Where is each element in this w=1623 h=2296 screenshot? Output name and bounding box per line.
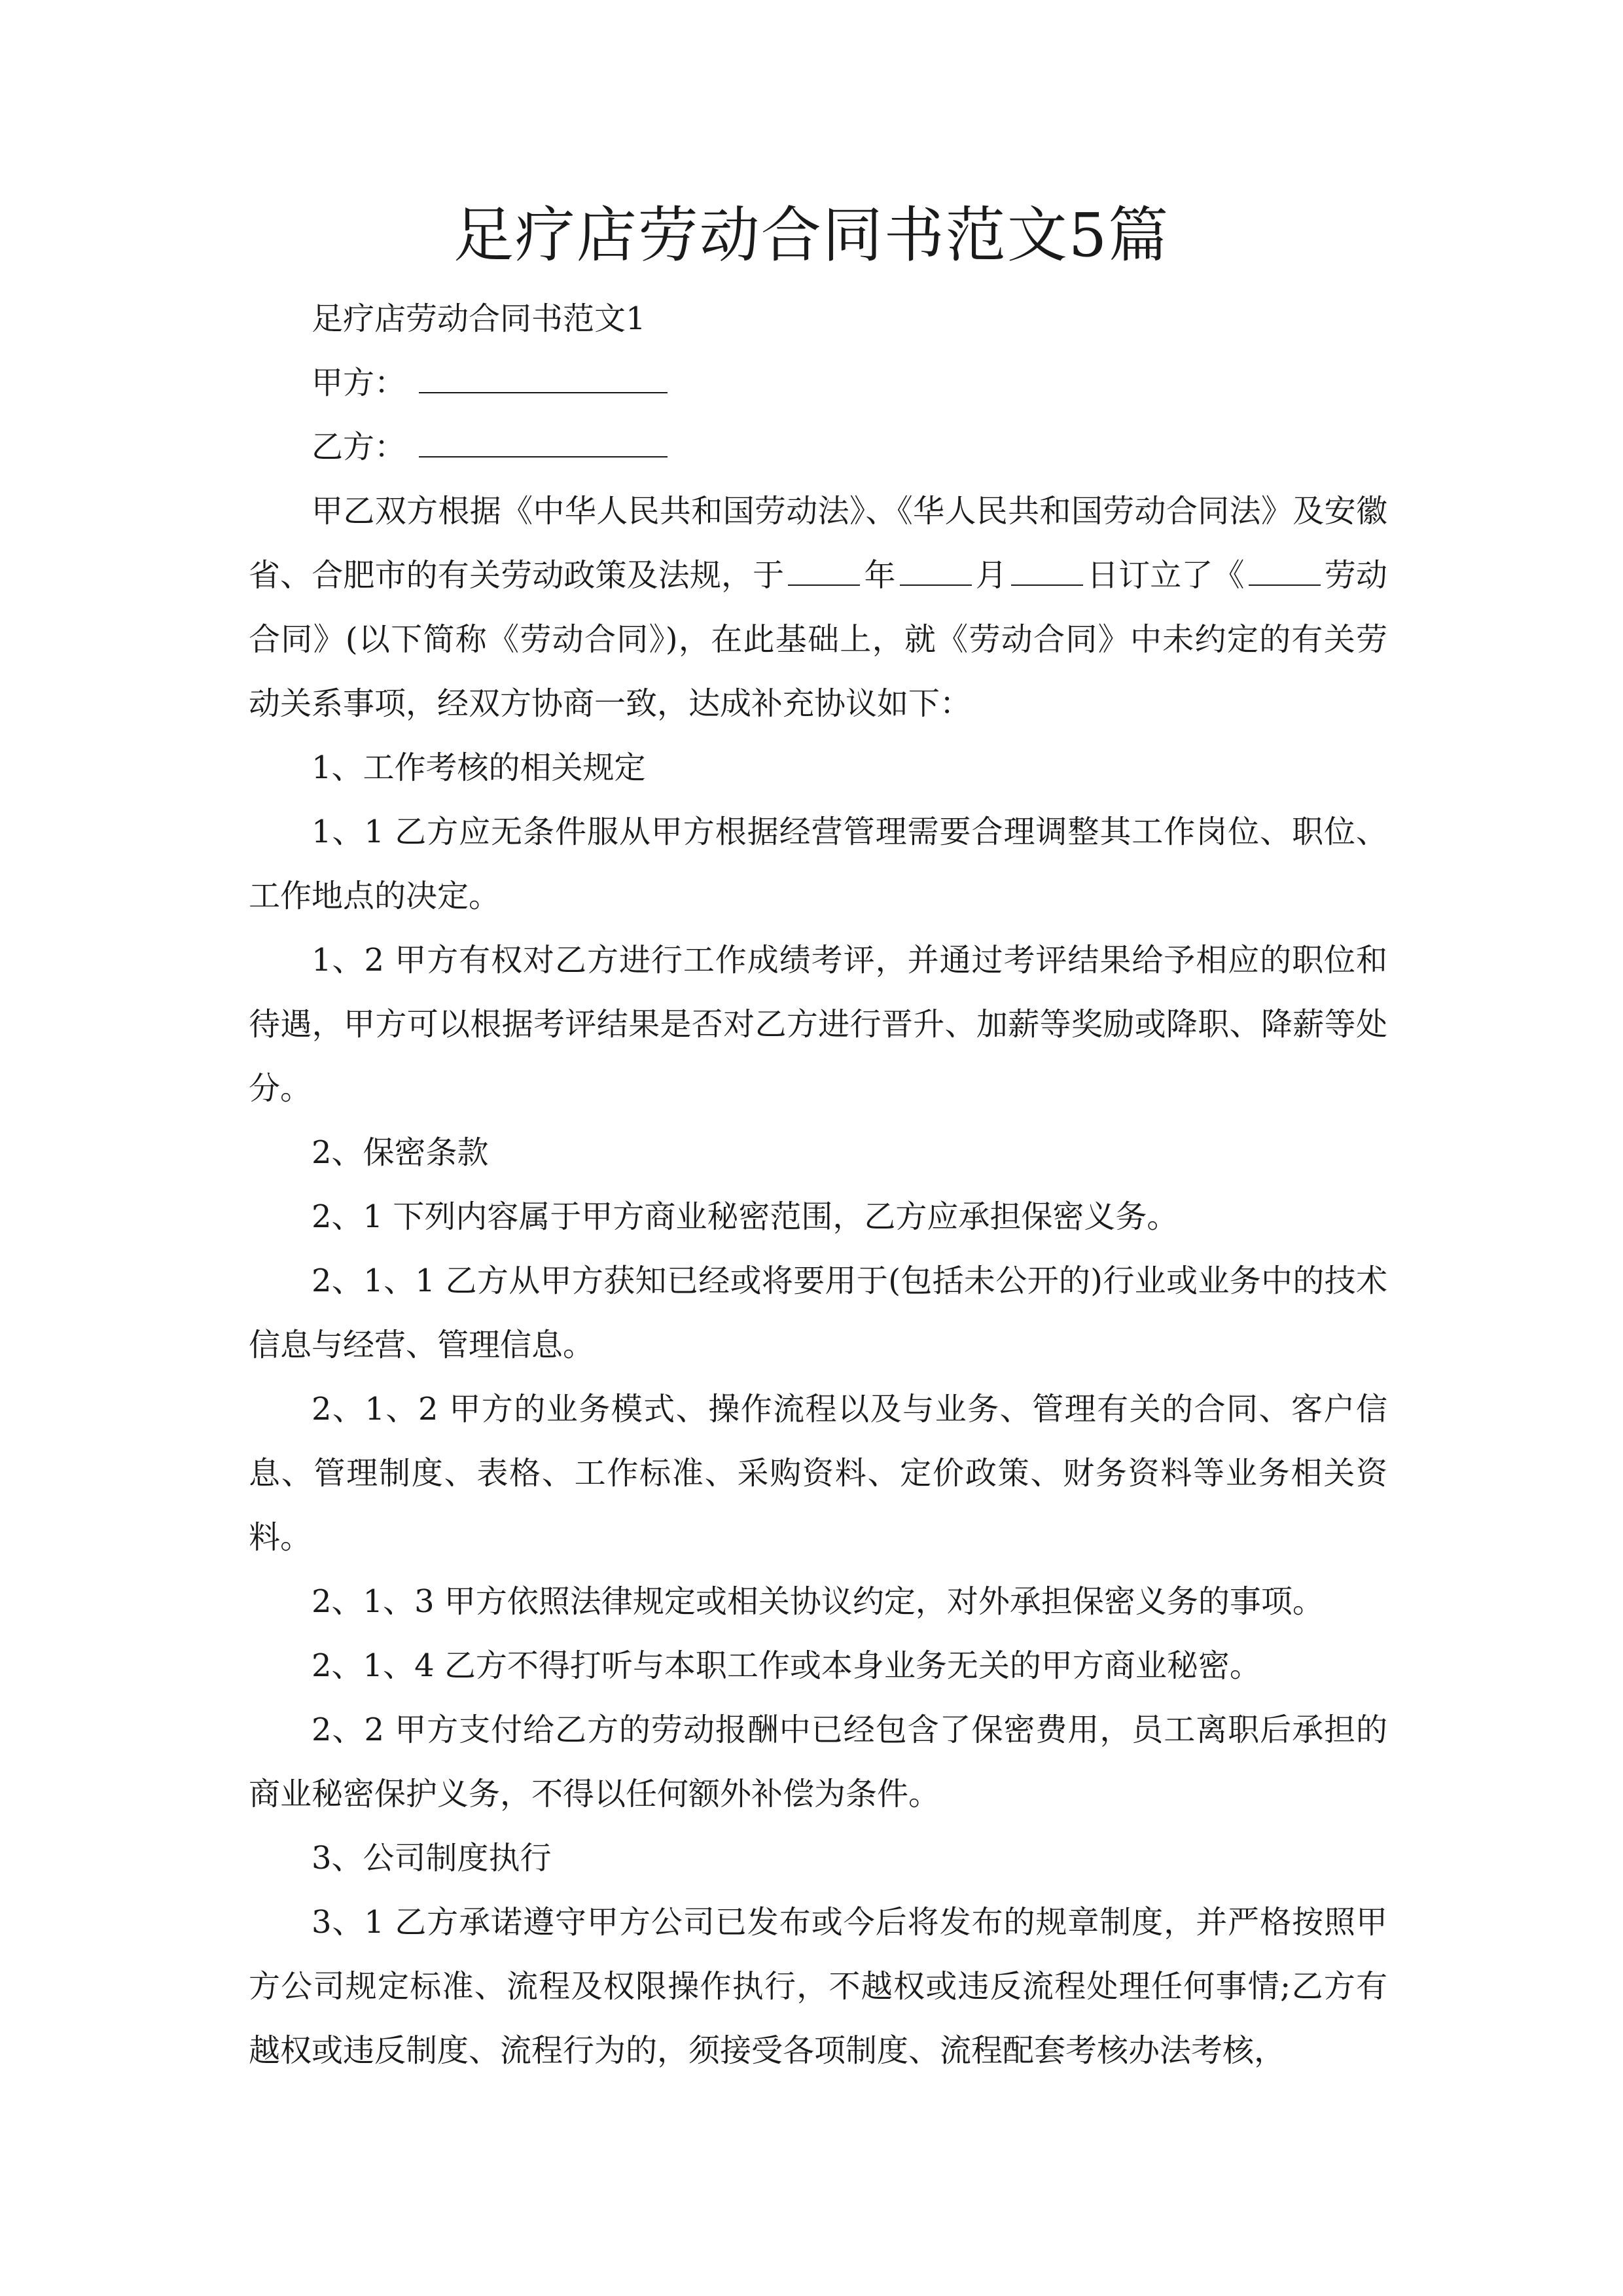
paragraph: 1、工作考核的相关规定 [312,749,646,786]
party-a-line [249,351,1387,415]
document-subtitle: 足疗店劳动合同书范文1 [312,300,646,337]
paragraph: 3、公司制度执行 [312,1840,552,1876]
party-a-label: 甲方： [312,365,406,401]
paragraph: 2、1 下列内容属于甲方商业秘密范围，乙方应承担保密义务。 [312,1198,1179,1235]
contract-name-blank[interactable] [1249,561,1321,586]
day-blank[interactable] [1011,561,1083,586]
party-b-blank[interactable] [419,433,668,457]
paragraph: 2、2 甲方支付给乙方的劳动报酬中已经包含了保密费用，员工离职后承担的商业秘密保护义务，不得以任何额外补偿为条件。 [249,1712,1387,1812]
intro-paragraph [249,479,1387,736]
party-b-line [249,415,1387,479]
month-label: 月 [975,557,1007,594]
day-label: 日订立了《 [1086,557,1245,594]
paragraph: 2、1、2 甲方的业务模式、操作流程以及与业务、管理有关的合同、客户信息、管理制度、表格、工作标准、采购资料、定价政策、财务资料等业务相关资料。 [249,1391,1387,1556]
paragraph: 2、1、1 乙方从甲方获知已经或将要用于(包括未公开的)行业或业务中的技术信息与经营、管理信息。 [249,1263,1387,1363]
paragraph: 2、1、3 甲方依照法律规定或相关协议约定，对外承担保密义务的事项。 [312,1583,1324,1620]
month-blank[interactable] [900,561,972,586]
year-blank[interactable] [788,561,860,586]
paragraph: 1、1 乙方应无条件服从甲方根据经营管理需要合理调整其工作岗位、职位、工作地点的决定。 [249,814,1387,914]
intro-part2: 劳动合同》(以下简称《劳动合同》)，在此基础上，就《劳动合同》中未约定的有关劳动关系事项，经双方协商一致，达成补充协议如下： [249,557,1387,722]
document-title: 足疗店劳动合同书范文5篇 [453,200,1170,270]
party-a-blank[interactable] [419,368,668,393]
paragraph: 2、保密条款 [312,1134,489,1171]
paragraph: 2、1、4 乙方不得打听与本职工作或本身业务无关的甲方商业秘密。 [312,1647,1261,1684]
document-body [249,287,1387,2083]
year-label: 年 [864,557,896,594]
intro-part1: 甲乙双方根据《中华人民共和国劳动法》、《华人民共和国劳动合同法》及安徽省、合肥市的有关劳动政策及法规，于 [249,493,1387,594]
paragraph: 3、1 乙方承诺遵守甲方公司已发布或今后将发布的规章制度，并严格按照甲方公司规定标准、流程及权限操作执行，不越权或违反流程处理任何事情;乙方有越权或违反制度、流程行为的，须接受各项制度、流程配套考核办法考核， [249,1904,1387,2069]
party-b-label: 乙方： [312,429,406,465]
paragraph: 1、2 甲方有权对乙方进行工作成绩考评，并通过考评结果给予相应的职位和待遇，甲方可以根据考评结果是否对乙方进行晋升、加薪等奖励或降职、降薪等处分。 [249,942,1387,1107]
